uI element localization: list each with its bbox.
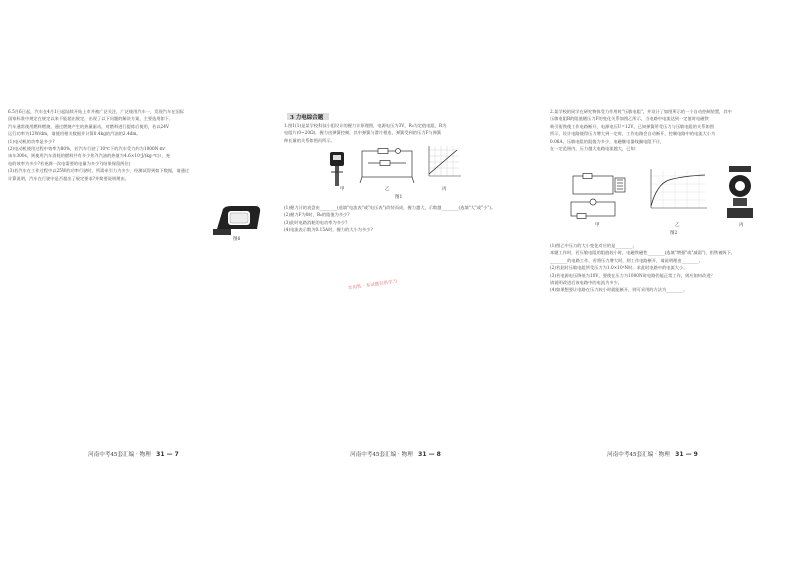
footer-title: 河南中考45套汇编 · 物理 [88,452,151,458]
figure-label-b: 乙 [675,223,680,228]
page-right [535,0,800,566]
figure-2b-graph [643,166,709,218]
figure-label-b: 乙 [385,187,390,192]
figure-1b-circuit [358,147,416,185]
text-line: 在一定范围内，压力越大电路电流越大，已知： [550,146,639,152]
page-number: 31 — 8 [418,451,441,458]
page-number: 31 — 7 [156,451,179,458]
text-line: 电的效率为多少?若充满一次电需要的电量为多少?(结果保留两位) [8,160,131,166]
text-line: 伸长量的关系如图丙所示。 [284,137,335,143]
sub-question: 请说明改进后该电路中的电流为多少。 [550,280,623,286]
sub-question: 本题工作时，若压敏电阻的阻值较小时，电磁铁磁性________(选填"增强"或"减弱")，衔铁被吸下， [550,250,736,256]
page-number: 31 — 9 [675,451,698,458]
figure-2-caption: 图2 [670,231,678,236]
figure-label-a: 甲 [340,187,345,192]
figure-6-image [213,203,263,235]
footer-left [88,450,179,458]
figure-6-caption: 图6 [233,237,241,242]
text-line: 电阻片(0~20Ω)，握力由弹簧控制，其中弹簧与滑片相连，弹簧受到的压力F与弹簧 [284,130,442,136]
text-line: 吸引衔铁使工作电路断开，电源电压U=12V，已知弹簧所受压力与压敏电阻的关系如图 [550,123,714,129]
question-6-text [8,108,266,182]
text-line: (2)电动机使用过程中效率为80%，若汽车行驶了10℃下的汽车受力约为1000N·m² [8,146,166,152]
text-line: 所示，设计电路使得压力增大到一定时，工作电路会自动断开，控制电路中的电流大小为 [550,131,716,137]
text-line: (1)电动机的功率是多少? [8,138,55,144]
sub-question: (3)若电源电压降低为10V，要使在压力为1000N时电路仍能正常工作，则应如何改进？ [550,272,715,278]
figure-1a-device [327,150,347,190]
figure-2c-device [725,164,755,220]
text-line: 计算说明，汽车在行驶中是否超出了规定要求?并简要说明理由。 [8,175,129,181]
text-line: 6.5月6日起，汽车在4月1日起陆续开始上市并被广泛关注，广泛使用汽车一，发现汽车在国际 [8,109,184,114]
page-left [0,0,270,566]
footer-middle [350,450,441,458]
text-line: 2.某学校的同学在研究物体受力作用时"压敏电阻"，并设计了如图所示的一个自动控制装置，其中 [550,109,732,114]
text-line: 该车300s，则使用汽车消耗的燃料共有多少焦?(汽油的热值为4.6×10⁷J/(kg·℃)），充 [8,153,171,159]
text-line: 0.06A，压敏电阻的阻值为多少，电磁继电器线圈电阻不计， [550,138,665,144]
question-2-text [550,108,796,152]
watermark: 实用性 · 本试题仅供学习 [347,279,398,292]
text-line: (3)若汽车在工作过程中以25W的功率行驶时，所需牵引力为多少，经测试得到如下数据，请通过 [8,168,190,174]
figure-label-a: 甲 [595,223,600,228]
footer-title: 河南中考45套汇编 · 物理 [350,452,413,458]
sub-question: (2)若此时压敏电阻所受压力为1.0×10³N时，求此时电路中的电流大小。 [550,265,688,271]
figure-1c-graph [423,144,463,182]
question-1-text [284,122,532,144]
text-line: 运行功率为12W/dm，请使用相关数据并计算0.4kg的汽油的2.4dm。 [8,131,141,137]
figure-label-c: 丙 [739,223,744,228]
figure-label-c: 丙 [442,187,447,192]
question-1-subquestions [284,204,532,234]
footer-title: 河南中考45套汇编 · 物理 [607,452,670,458]
sub-question: (2)握力F为0时，R₀的阻值为多少? [284,212,350,218]
text-line: 汽车通常使用燃料燃烧，通过燃烧产生的热量驱动，对燃料进行提炼后使用，若以24V [8,123,170,129]
text-line: 压敏电阻R的阻值随压力F的变化关系如图乙所示，当电路中电流达到一定值时电磁铁 [550,116,709,122]
page-middle [270,0,535,566]
footer-right [607,450,698,458]
text-line: 1.图1(1)是某学校科技小组设计的握力计原理图，电源电压为3V，R₀为定值电阻，R为 [284,123,447,128]
sub-question: (3)此时电路消耗的电功率为多少? [284,219,348,225]
sub-question: (4)如果想要让电路在压力较小时就能断开，则可采用的方法为________。 [550,287,688,293]
text-line: 国家标准中规定在规定以来不能超出规定，出现了以下问题的解决方案，主要选用如下。 [8,116,174,122]
section-title: 3 力电综合题 [290,115,324,121]
sub-question: (1)握力计的表盘由________(选填"电流表"或"电压表")改装而成，握力越大，示数越________(选填"大"或"小")。 [284,205,496,210]
question-2-subquestions [550,242,796,294]
figure-2a-circuit [567,170,629,220]
sub-question: ________的电路工作，若将压力增大时，则工作电路断开，请说明理由________。 [550,257,703,263]
sub-question: (4)电流表示数为0.15A时，握力的大小为多少? [284,227,373,233]
figure-1-caption: 图1 [395,195,403,200]
sub-question: (1)图乙中压力的大小变化对应的是________。 [550,243,637,248]
